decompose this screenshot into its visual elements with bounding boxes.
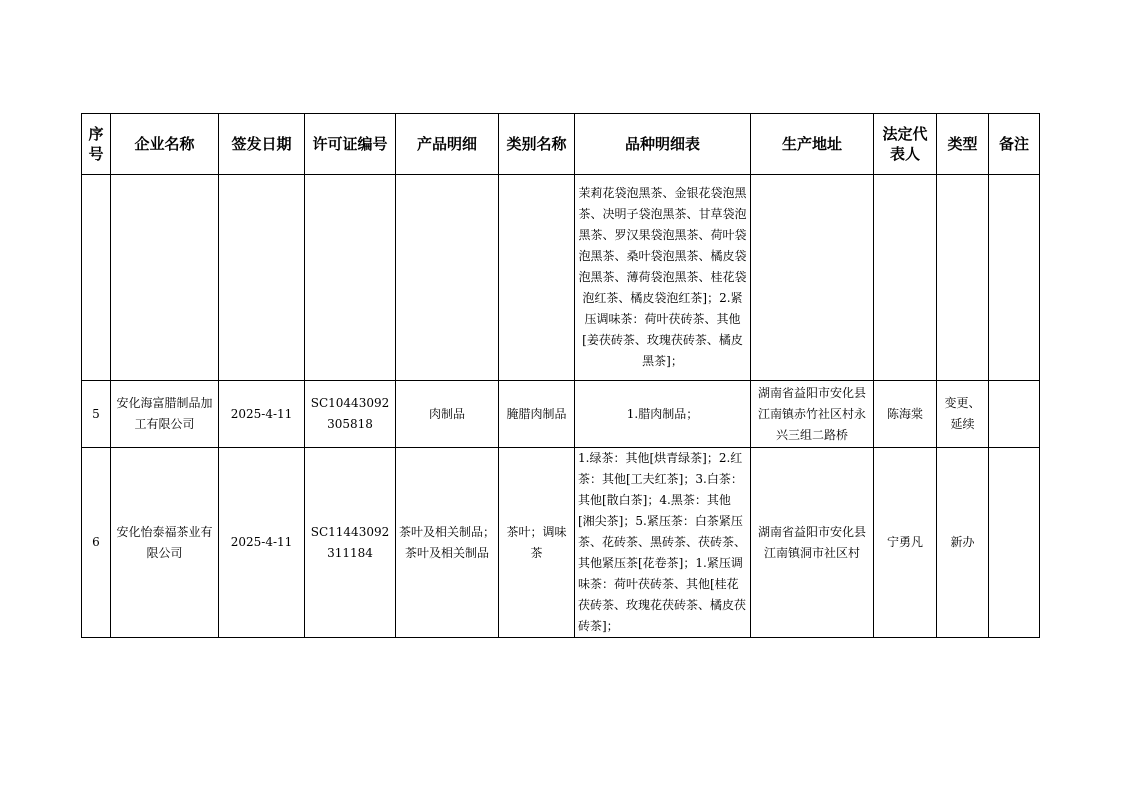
- table-row: [82, 448, 1040, 638]
- header-legal-rep: 法定代表人: [874, 114, 937, 175]
- cell-license-no: SC10443092305818: [305, 381, 396, 448]
- cell-empty: [219, 175, 305, 381]
- cell-category: 茶叶；调味茶: [499, 448, 575, 638]
- header-seq: 序号: [82, 114, 111, 175]
- cell-products: 肉制品: [396, 381, 499, 448]
- cell-empty: [305, 175, 396, 381]
- header-row: [82, 114, 1040, 175]
- header-varieties: 品种明细表: [575, 114, 751, 175]
- cell-company: 安化海富腊制品加工有限公司: [111, 381, 219, 448]
- cell-company: 安化怡泰福茶业有限公司: [111, 448, 219, 638]
- cell-issue-date: 2025-4-11: [219, 381, 305, 448]
- cell-empty: [396, 175, 499, 381]
- cell-issue-date: 2025-4-11: [219, 448, 305, 638]
- cell-empty: [111, 175, 219, 381]
- cell-legal-rep: 陈海棠: [874, 381, 937, 448]
- cell-remarks: [989, 381, 1040, 448]
- cell-empty: [499, 175, 575, 381]
- cell-empty: [874, 175, 937, 381]
- header-remarks: 备注: [989, 114, 1040, 175]
- cell-varieties: 1.绿茶：其他[烘青绿茶]；2.红茶：其他[工夫红茶]；3.白茶：其他[散白茶]；4.黑茶：其他[湘尖茶]；5.紧压茶：白茶紧压茶、花砖茶、黑砖茶、茯砖茶、其他紧压茶[花卷茶]；1.紧压调味茶：荷叶茯砖茶、其他[桂花茯砖茶、玫瑰花茯砖茶、橘皮茯砖茶]；: [575, 448, 751, 638]
- cell-varieties: 1.腊肉制品；: [575, 381, 751, 448]
- cell-varieties: 茉莉花袋泡黑茶、金银花袋泡黑茶、决明子袋泡黑茶、甘草袋泡黑茶、罗汉果袋泡黑茶、荷叶袋泡黑茶、桑叶袋泡黑茶、橘皮袋泡黑茶、薄荷袋泡黑茶、桂花袋泡红茶、橘皮袋泡红茶]；2.紧压调味茶：荷叶茯砖茶、其他[姜茯砖茶、玫瑰茯砖茶、橘皮黑茶]；: [575, 175, 751, 381]
- table-row-continuation: [82, 175, 1040, 381]
- cell-seq: 5: [82, 381, 111, 448]
- header-products: 产品明细: [396, 114, 499, 175]
- cell-remarks: [989, 448, 1040, 638]
- permit-table: [81, 113, 1040, 638]
- header-license-no: 许可证编号: [305, 114, 396, 175]
- cell-seq: 6: [82, 448, 111, 638]
- cell-empty: [82, 175, 111, 381]
- cell-category: 腌腊肉制品: [499, 381, 575, 448]
- cell-products: 茶叶及相关制品；茶叶及相关制品: [396, 448, 499, 638]
- header-company: 企业名称: [111, 114, 219, 175]
- cell-address: 湖南省益阳市安化县江南镇洞市社区村: [751, 448, 874, 638]
- cell-empty: [989, 175, 1040, 381]
- header-issue-date: 签发日期: [219, 114, 305, 175]
- cell-type: 新办: [937, 448, 989, 638]
- cell-empty: [937, 175, 989, 381]
- table-row: [82, 381, 1040, 448]
- cell-type: 变更、延续: [937, 381, 989, 448]
- cell-license-no: SC11443092311184: [305, 448, 396, 638]
- header-category: 类别名称: [499, 114, 575, 175]
- header-address: 生产地址: [751, 114, 874, 175]
- cell-address: 湖南省益阳市安化县江南镇赤竹社区村永兴三组二路桥: [751, 381, 874, 448]
- header-type: 类型: [937, 114, 989, 175]
- cell-legal-rep: 宁勇凡: [874, 448, 937, 638]
- cell-empty: [751, 175, 874, 381]
